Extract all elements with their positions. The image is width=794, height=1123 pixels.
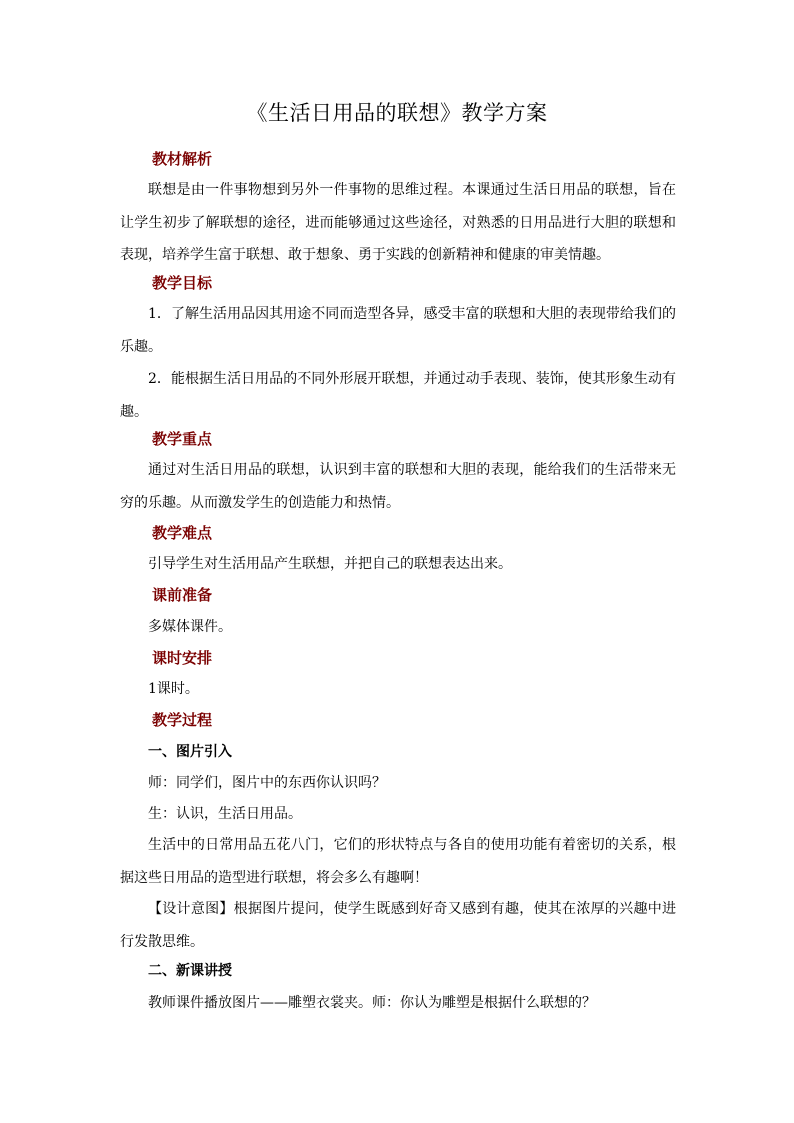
process-part1-heading: 一、图片引入 bbox=[148, 744, 232, 760]
process-student-line: 生：认识，生活日用品。 bbox=[148, 806, 302, 822]
heading-analysis: 教材解析 bbox=[152, 150, 213, 168]
schedule-text: 1课时。 bbox=[148, 681, 199, 697]
process-design-intent: 【设计意图】根据图片提问，使学生既感到好奇又感到有趣，使其在浓厚的兴趣中进行发散思维。 bbox=[120, 901, 676, 950]
heading-preparation: 课前准备 bbox=[152, 586, 213, 604]
process-teacher-line: 师：同学们，图片中的东西你认识吗？ bbox=[148, 775, 386, 791]
difficulties-text: 引导学生对生活用品产生联想，并把自己的联想表达出来。 bbox=[148, 556, 512, 572]
goal-item-2: 2．能根据生活日用品的不同外形展开联想，并通过动手表现、装饰，使其形象生动有趣。 bbox=[120, 371, 676, 420]
process-paragraph-1: 生活中的日常用品五花八门，它们的形状特点与各自的使用功能有着密切的关系，根据这些日用品的造型进行联想，将会多么有趣啊！ bbox=[120, 837, 676, 886]
document-title: 《生活日用品的联想》教学方案 bbox=[246, 101, 548, 125]
heading-goals: 教学目标 bbox=[152, 274, 213, 292]
process-part2-heading: 二、新课讲授 bbox=[148, 963, 232, 979]
heading-difficulties: 教学难点 bbox=[152, 524, 213, 542]
heading-process: 教学过程 bbox=[152, 711, 213, 729]
keypoints-paragraph: 通过对生活日用品的联想，认识到丰富的联想和大胆的表现，能给我们的生活带来无穷的乐趣。从而激发学生的创造能力和热情。 bbox=[120, 462, 676, 511]
analysis-paragraph: 联想是由一件事物想到另外一件事物的思维过程。本课通过生活日用品的联想，旨在让学生初步了解联想的途径，进而能够通过这些途径，对熟悉的日用品进行大胆的联想和表现，培养学生富于联想、敢于想象、勇于实践的创新精神和健康的审美情趣。 bbox=[120, 182, 676, 263]
preparation-text: 多媒体课件。 bbox=[148, 619, 232, 635]
heading-keypoints: 教学重点 bbox=[152, 430, 213, 448]
goal-item-1: 1．了解生活用品因其用途不同而造型各异，感受丰富的联想和大胆的表现带给我们的乐趣。 bbox=[120, 306, 676, 355]
process-part2-line1: 教师课件播放图片——雕塑衣裳夹。师：你认为雕塑是根据什么联想的？ bbox=[148, 995, 596, 1011]
heading-schedule: 课时安排 bbox=[152, 649, 213, 667]
